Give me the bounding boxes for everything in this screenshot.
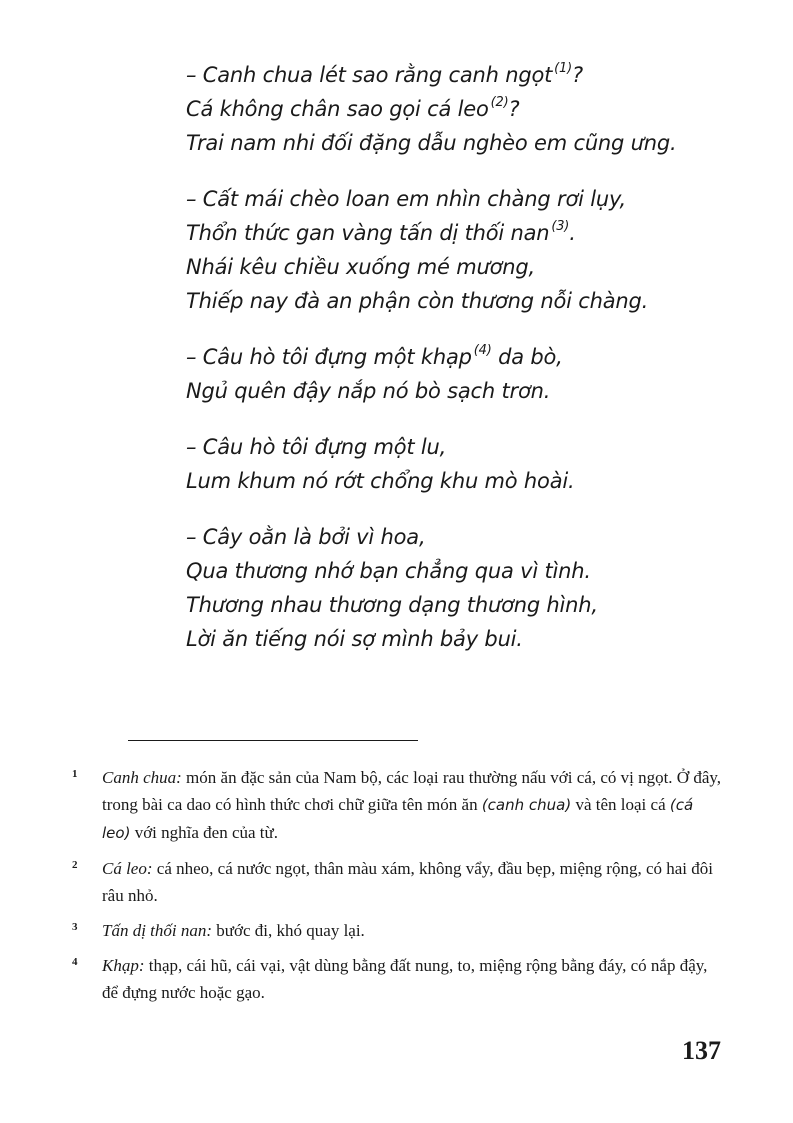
- poem-line: Ngủ quên đậy nắp nó bò sạch trơn.: [186, 379, 551, 403]
- poem-line: Lời ăn tiếng nói sợ mình bảy bui.: [186, 627, 523, 651]
- poem-line: – Canh chua lét sao rằng canh ngọt $^{(1)}$?: [186, 61, 583, 87]
- footnote-term: Cá leo:: [102, 859, 153, 878]
- footnote-ref[interactable]: (1): [554, 61, 572, 76]
- stanza: [186, 58, 746, 160]
- footnote-number: 4: [72, 956, 78, 968]
- footnote-text: bước đi, khó quay lại.: [212, 921, 365, 940]
- poem-line: Thổn thức gan vàng tấn dị thối nan $^{(3)}$.: [186, 219, 576, 245]
- footnote-ref[interactable]: (4): [473, 343, 492, 358]
- footnote-ref[interactable]: (2): [490, 95, 509, 110]
- footnote-term: Canh chua:: [102, 768, 182, 787]
- footnote-ref[interactable]: (3): [551, 219, 570, 234]
- poem-line: Thiếp nay đà an phận còn thương nỗi chàng.: [186, 289, 649, 313]
- footnote-text: cá nheo, cá nước ngọt, thân màu xám, không vẩy, đầu bẹp, miệng rộng, có hai đôi râu nhỏ.: [102, 859, 714, 905]
- footnote-term: Khạp:: [102, 956, 145, 975]
- poem-line: – Câu hò tôi đựng một khạp $^{(4)}$ da bò,: [186, 343, 563, 369]
- stanza: [186, 182, 746, 318]
- footnote-number: 3: [72, 921, 78, 933]
- footnote-term: Tấn dị thối nan:: [102, 921, 213, 940]
- footnote-item: 1 Canh chua: món ăn đặc sản của Nam bộ, các loại rau thường nấu với cá, có vị ngọt. Ở đây, trong bài ca dao có hình thức chơi chữ giữa tên món ăn (canh chua) và tên loại cá (cá leo) với nghĩa đen của từ.: [72, 764, 722, 847]
- stanza: [186, 520, 746, 656]
- page-number: 137: [682, 1036, 721, 1065]
- poem-line: Lum khum nó rớt chổng khu mò hoài.: [186, 469, 575, 493]
- stanza: [186, 430, 746, 498]
- poem-line: Nhái kêu chiều xuống mé mương,: [186, 255, 535, 279]
- poem-line: – Cất mái chèo loan em nhìn chàng rơi lụy,: [186, 187, 627, 211]
- stanza: [186, 340, 746, 408]
- poem-line: Thương nhau thương dạng thương hình,: [186, 593, 598, 617]
- poem-line: Trai nam nhi đối đặng dẫu nghèo em cũng ưng.: [186, 131, 677, 155]
- footnotes: [72, 764, 722, 1014]
- footnote-text: thạp, cái hũ, cái vại, vật dùng bằng đất nung, to, miệng rộng bằng đáy, có nắp đậy, để đựng nước hoặc gạo.: [102, 956, 708, 1002]
- poem: [186, 58, 746, 678]
- poem-line: – Câu hò tôi đựng một lu,: [186, 435, 447, 459]
- poem-line: Qua thương nhớ bạn chẳng qua vì tình.: [186, 559, 591, 583]
- poem-line: – Cây oằn là bởi vì hoa,: [186, 525, 426, 549]
- footnote-text: món ăn đặc sản của Nam bộ, các loại rau thường nấu với cá, có vị ngọt. Ở đây, trong bài ca dao có hình thức chơi chữ giữa tên món ăn: [102, 768, 722, 814]
- footnote-divider: [128, 740, 418, 741]
- footnote-item: [72, 952, 722, 1006]
- footnote-item: [72, 855, 722, 909]
- footnote-number: 2: [72, 859, 78, 871]
- footnote-item: [72, 917, 722, 944]
- poem-line: Cá không chân sao gọi cá leo $^{(2)}$?: [186, 95, 520, 121]
- footnote-number: 1: [72, 768, 78, 780]
